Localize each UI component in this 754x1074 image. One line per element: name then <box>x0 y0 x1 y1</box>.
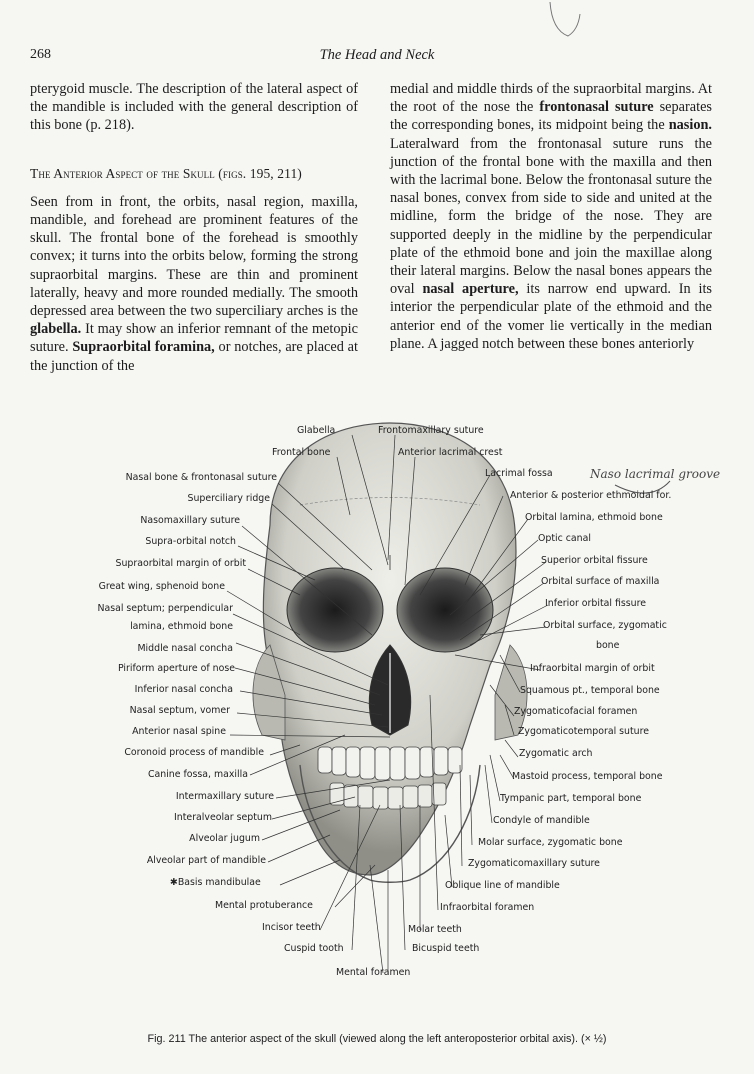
paragraph-text: medial and middle thirds of the supraorbital margins. At the root of the nose the <box>390 81 712 116</box>
term-nasion: nasion. <box>668 117 712 134</box>
right-label: Mastoid process, temporal bone <box>512 771 663 782</box>
right-label: bone <box>596 640 620 651</box>
section-heading: The Anterior Aspect of the Skull (figs. 195, 211) <box>30 165 302 181</box>
term-frontonasal-suture: frontonasal suture <box>539 99 654 116</box>
skull-illustration <box>0 395 754 1015</box>
right-label: Infraorbital margin of orbit <box>530 663 655 674</box>
label-frontal-bone: Frontal bone <box>272 447 331 458</box>
left-label: lamina, ethmoid bone <box>130 621 233 632</box>
label-anterior-lacrimal-crest: Anterior lacrimal crest <box>398 447 503 458</box>
right-text-column <box>390 80 712 353</box>
left-label: Inferior nasal concha <box>134 684 233 695</box>
left-label: ✱Basis mandibulae <box>170 877 261 888</box>
anterior-aspect-paragraph <box>30 193 358 375</box>
left-label: Nasal septum; perpendicular <box>97 603 233 614</box>
label-text: Basis mandibulae <box>177 877 261 888</box>
right-label: Oblique line of mandible <box>445 880 560 891</box>
right-label: Superior orbital fissure <box>541 555 648 566</box>
right-label: Zygomatic arch <box>519 748 593 759</box>
right-label: Molar teeth <box>408 924 462 935</box>
right-orbit <box>397 568 493 652</box>
handwritten-note: Naso lacrimal groove <box>590 467 721 481</box>
left-label: Alveolar part of mandible <box>146 855 266 866</box>
pencil-mark <box>540 0 590 45</box>
intro-paragraph: pterygoid muscle. The description of the lateral aspect of the mandible is included with the general description of this bone (p. 218). <box>30 81 358 134</box>
skull-figure <box>0 395 754 1015</box>
left-label: Anterior nasal spine <box>132 726 226 737</box>
right-label: Orbital surface of maxilla <box>541 576 660 587</box>
left-label: Canine fossa, maxilla <box>147 769 248 780</box>
right-label: Infraorbital foramen <box>440 902 535 913</box>
left-label: Interalveolar septum <box>174 812 272 823</box>
paragraph-text: Seen from in front, the orbits, nasal region, maxilla, mandible, and forehead are prominent features of the skull. The frontal bone of the forehead is smoothly convex; it turns into the orbits below, forming the strong supraorbital margins. These are thin and prominent laterally, heavy and more rounded medially. The smooth depressed area between the two superciliary arches is the <box>30 193 358 320</box>
right-label: Condyle of mandible <box>493 815 590 826</box>
label-mental-foramen: Mental foramen <box>336 967 411 978</box>
right-label: Bicuspid teeth <box>412 943 480 954</box>
paragraph-text: separates the corresponding bones, its midpoint being the <box>390 99 712 134</box>
left-label: Supra-orbital notch <box>145 536 236 547</box>
label-frontomaxillary-suture: Frontomaxillary suture <box>378 425 484 436</box>
right-label: Optic canal <box>538 533 591 544</box>
figure-caption: Fig. 211 The anterior aspect of the skull (viewed along the left anteroposterior orbital axis). (× ½) <box>147 1033 607 1045</box>
left-label: Nasal septum, vomer <box>129 705 230 716</box>
paragraph-text: Lateralward from the frontonasal suture runs the junction of the frontal bone with the maxilla and then with the lacrimal bone. Below the frontonasal suture the nasal bones, convex from side to side and united at the midline, form the bridge of the nose. They are supported deeply in the midline by the perpendicular plate of the ethmoid bone and join the maxillae along their lateral margins. Below the nasal bones appears the oval <box>390 135 712 298</box>
right-label: Zygomaticotemporal suture <box>518 726 650 737</box>
right-label: Zygomaticofacial foramen <box>514 706 638 717</box>
left-label: Superciliary ridge <box>187 493 270 504</box>
label-glabella: Glabella <box>297 425 336 436</box>
left-label: Supraorbital margin of orbit <box>115 558 246 569</box>
right-label: Zygomaticomaxillary suture <box>468 858 600 869</box>
term-supraorbital-foramina: Supraorbital foramina, <box>72 339 215 356</box>
running-title: The Head and Neck <box>319 47 435 63</box>
left-label: Piriform aperture of nose <box>117 663 235 674</box>
page-number: 268 <box>30 47 51 62</box>
left-label: Cuspid tooth <box>284 943 344 954</box>
left-label: Mental protuberance <box>215 900 313 911</box>
left-label: Intermaxillary suture <box>175 791 274 802</box>
right-label: Lacrimal fossa <box>485 468 553 479</box>
right-label: Molar surface, zygomatic bone <box>478 837 623 848</box>
paragraph-text: It may show an inferior remnant of the metopic suture. <box>30 321 358 356</box>
right-label: Anterior & posterior ethmoidal for. <box>510 490 672 501</box>
left-orbit <box>287 568 383 652</box>
left-text-column <box>30 80 358 375</box>
right-label: Inferior orbital fissure <box>545 598 646 609</box>
paragraph-text: its narrow end upward. In its interior the perpendicular plate of the ethmoid and the anterior end of the vomer lie vertically in the median plane. A jagged notch between these bones anteriorly <box>390 281 712 352</box>
left-label: Nasomaxillary suture <box>140 515 240 526</box>
right-label: Orbital surface, zygomatic <box>543 620 667 631</box>
left-label: Incisor teeth <box>262 922 321 933</box>
right-label: Tympanic part, temporal bone <box>500 793 642 804</box>
paragraph-text: or notches, are placed at the junction of the <box>30 339 359 374</box>
right-label: Orbital lamina, ethmoid bone <box>525 512 663 523</box>
term-nasal-aperture: nasal aperture, <box>422 281 519 298</box>
left-label: Coronoid process of mandible <box>124 747 264 758</box>
right-label: Squamous pt., temporal bone <box>520 685 660 696</box>
term-glabella: glabella. <box>30 321 82 338</box>
nasal-region-paragraph <box>390 80 712 353</box>
left-label: Alveolar jugum <box>189 833 260 844</box>
left-label: Great wing, sphenoid bone <box>98 581 225 592</box>
left-label: Nasal bone & frontonasal suture <box>125 472 277 483</box>
upper-teeth <box>318 747 462 780</box>
left-label: Middle nasal concha <box>137 643 233 654</box>
